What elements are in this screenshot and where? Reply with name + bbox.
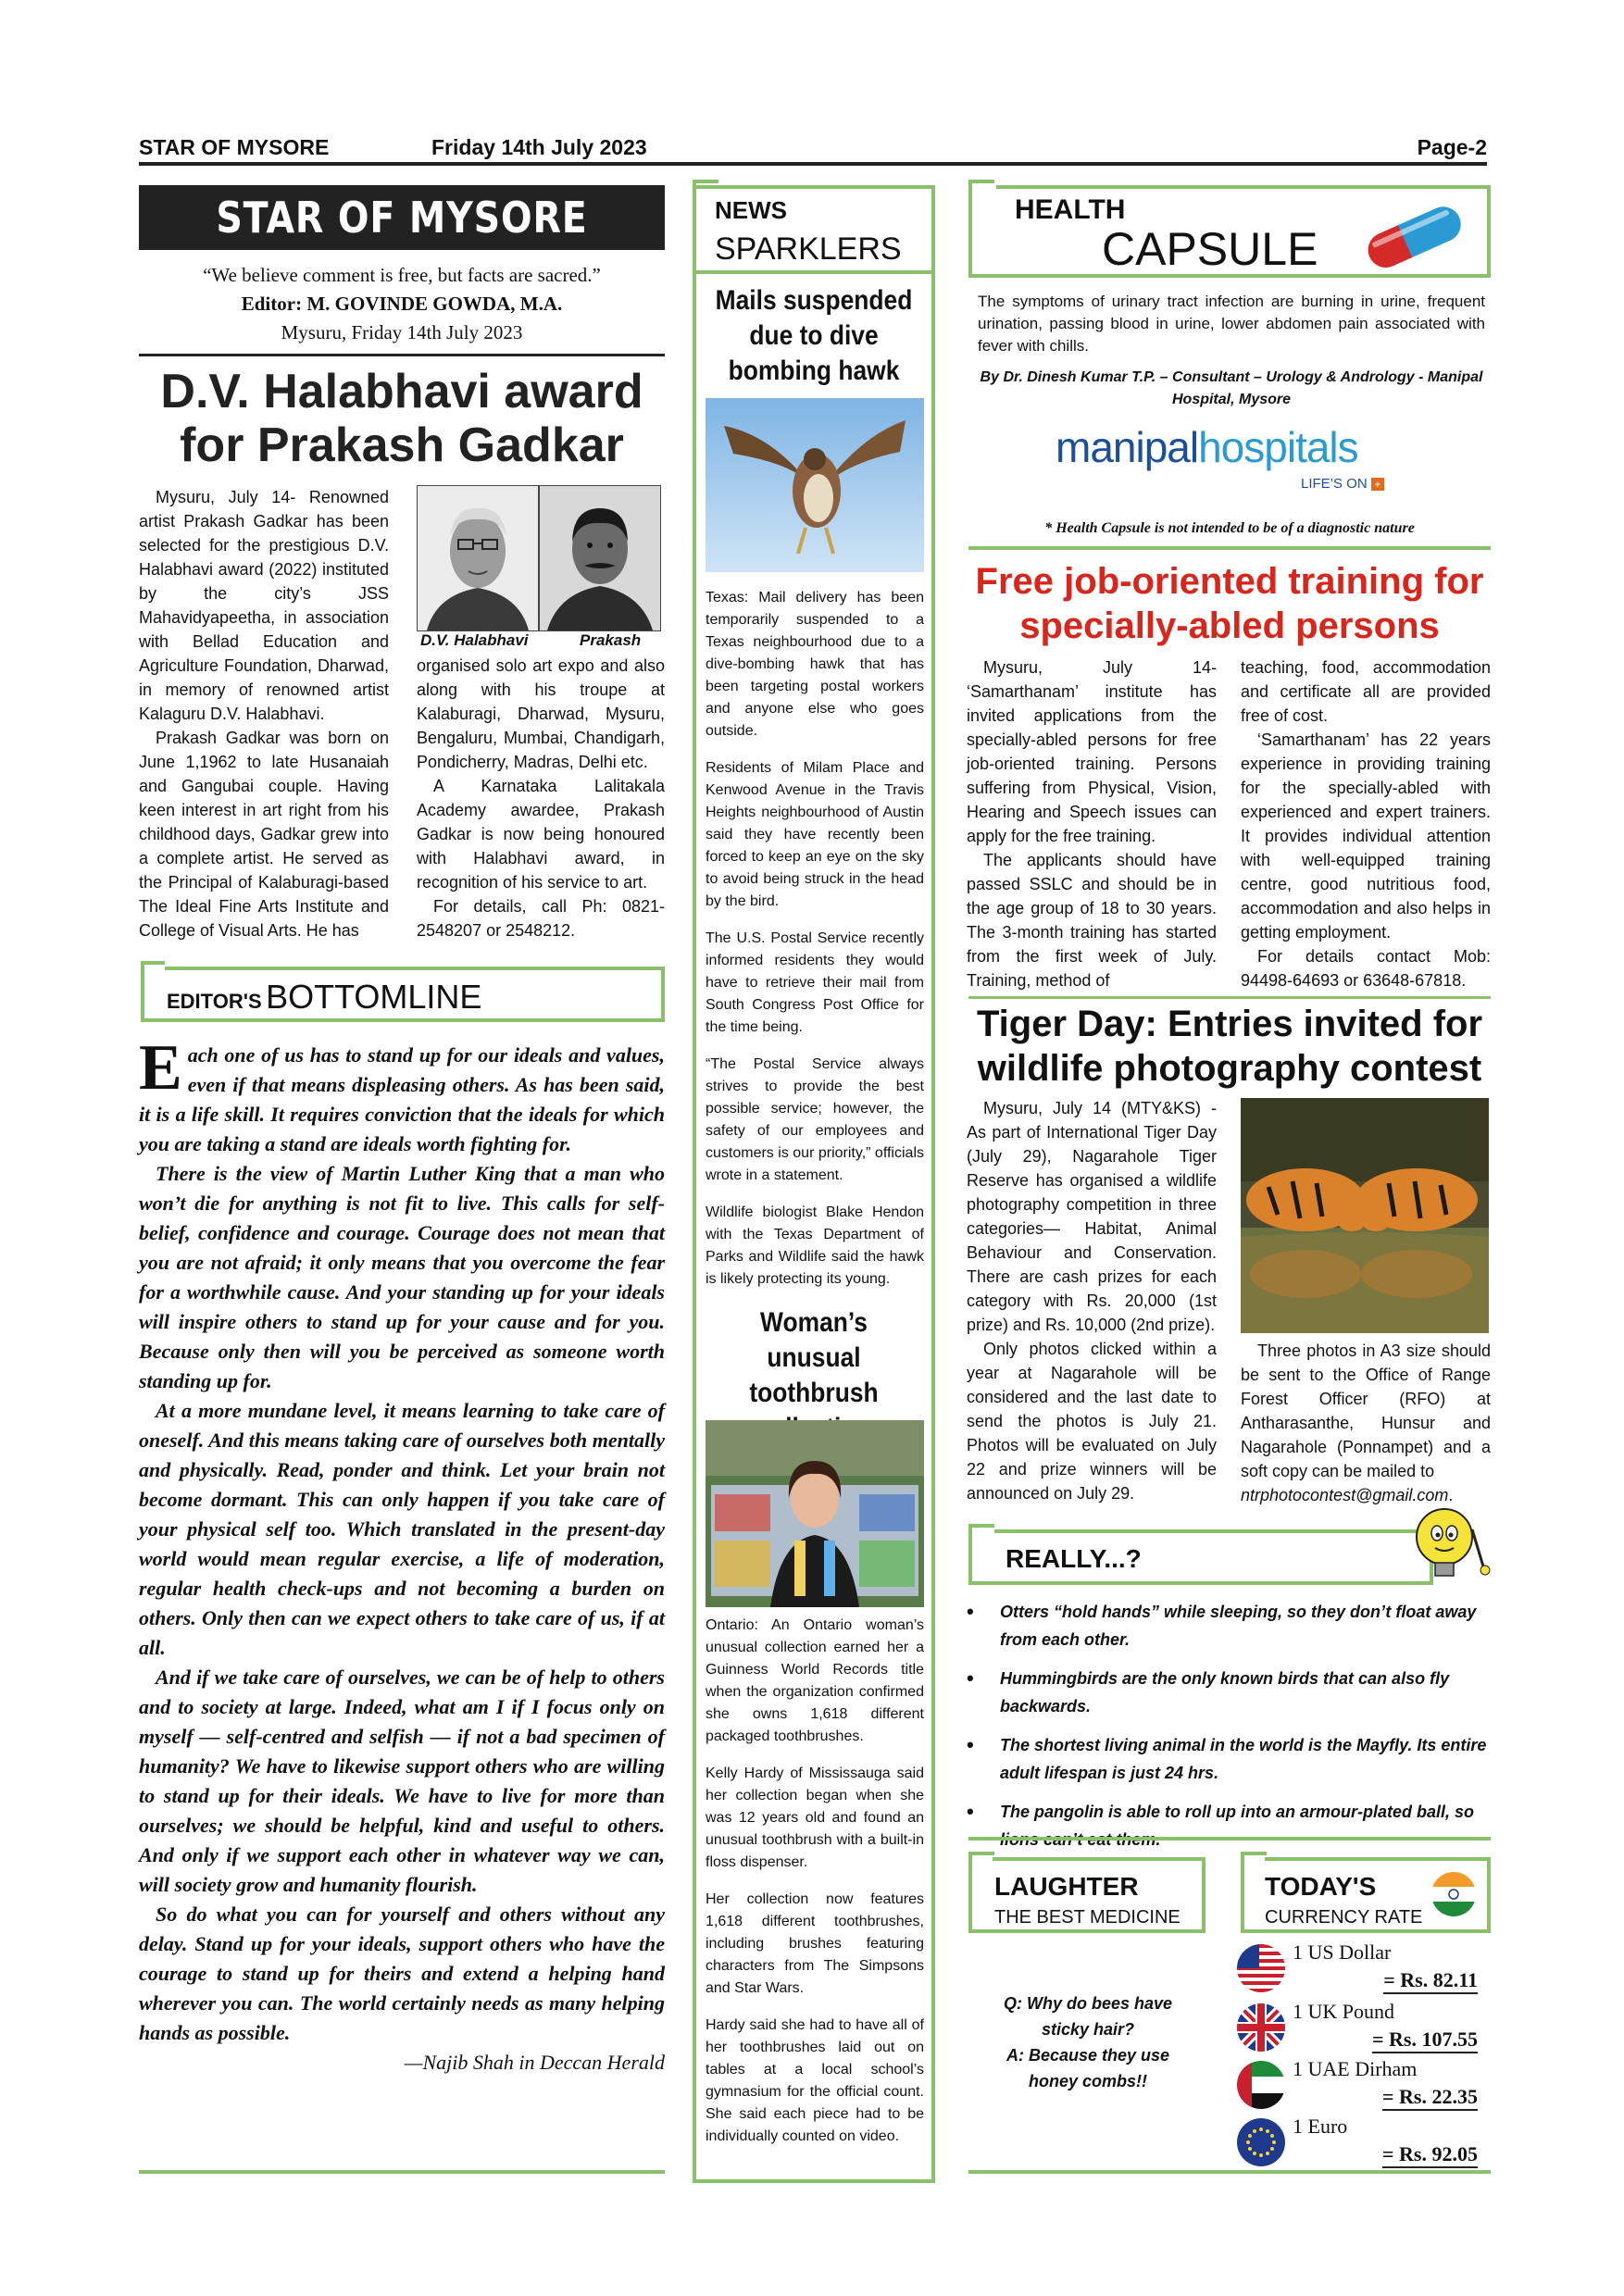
currency-label-a: TODAY'S <box>1265 1872 1377 1901</box>
laughter-answer: A: Because they use honey combs!! <box>1006 2046 1170 2090</box>
hawk-p4: “The Postal Service always strives to provide the best possible service; however, the safety of our employees and customers is our priority,” officials wrote in a statement. <box>706 1056 924 1183</box>
caption-prakash: Prakash <box>580 631 642 649</box>
really-bottom-rule <box>968 1837 1491 1841</box>
laughter-label-a: LAUGHTER <box>994 1872 1139 1901</box>
currency-row-eur <box>1237 2115 1478 2177</box>
toothbrush-p2: Kelly Hardy of Mississauga said her collection began when she was 12 years old and found an unusual toothbrush with a built-in floss dispenser. <box>706 1766 924 1870</box>
plus-icon: + <box>1371 478 1384 491</box>
portrait-halabhavi-image <box>418 486 538 630</box>
toothbrush-p1: Ontario: An Ontario woman’s unusual collection earned her a Guinness World Records title when the organization confirmed she owns 1,618 different packaged toothbrushes. <box>706 1617 924 1744</box>
corner-arrow-icon <box>965 1518 1002 1555</box>
award-body-right <box>417 654 665 942</box>
portrait-prakash-image <box>540 486 660 630</box>
editor-p4: And if we take care of ourselves, we can be of help to others and to society at large. Indeed, what am I if I focus only on myself — self-centred and selfish — if not a bad specimen of humanity? We have to likewise support others who are willing to stand up for their ideals. We have to live for more than ourselves; we should be helpful, kind and useful to others. And only if we support each other in whatever way we can, will society grow and humanity flourish. <box>139 1666 665 1896</box>
lightbulb-icon <box>1407 1502 1491 1591</box>
editor-label-a: EDITOR'S <box>167 990 262 1013</box>
health-text: The symptoms of urinary tract infection are burning in urine, frequent urination, passing blood in urine, lower abdomen pain associated with fever with chills. <box>978 293 1485 355</box>
award-headline: D.V. Halabhavi award for Prakash Gadkar <box>160 365 643 472</box>
currency-value: = Rs. 22.35 <box>1382 2085 1478 2111</box>
health-label-a: HEALTH <box>1015 194 1126 225</box>
manipal-tagline <box>1301 476 1384 492</box>
currency-name: 1 US Dollar <box>1293 1940 1392 1964</box>
masthead-banner <box>139 185 665 250</box>
hawk-p5: Wildlife biologist Blake Hendon with the Texas Department of Parks and Wildlife said the hawk is likely protecting its young. <box>706 1204 924 1287</box>
corner-arrow-icon <box>137 957 170 991</box>
editor-p3: At a more mundane level, it means learning to take care of oneself. And this means taking care of ourselves both mentally and physically. Read, ponder and think. Let your brain not become dormant. This can only happen if you take care of your physical self too. Which translated in the present-day world would mean regular exercise, a life of moderation, regular health check-ups and not becoming a burden on others. Only then can we expect others to take care of us, if at all. <box>139 1399 665 1659</box>
really-list <box>963 1598 1491 1865</box>
tiger-p3: Three photos in A3 size should be sent to the Office of Range Forest Officer (RFO) at Antharasanthe, Hunsur and Nagarahole (Ponnampet) and a soft copy can be mailed to <box>1241 1341 1491 1480</box>
tigers-drinking-image <box>1241 1098 1489 1333</box>
toothbrush-headline: Woman’s unusual toothbrush <box>749 1307 879 1408</box>
editor-p2: There is the view of Martin Luther King that a man who won’t die for anything is not fit to live. This calls for self-belief, confidence and courage. Courage does not mean that you are not afraid; it only means that you overcome the fear for a worthwhile cause. And your standing up for your ideals will inspire others to stand up for your cause and for you. Because only then will you be perceived as someone worth standing up for. <box>139 1162 665 1392</box>
hawk-body <box>706 587 924 1305</box>
currency-name: 1 Euro <box>1293 2115 1348 2138</box>
masthead-dateline: Mysuru, Friday 14th July 2023 <box>281 321 523 343</box>
award-para1: Mysuru, July 14- Renowned artist Prakash Gadkar has been selected for the prestigious D.V. Halabhavi award (2022) instituted by the city’s JSS Mahavidyapeetha, in association with Bellad Education and Agriculture Foundation, Dharwad, in memory of renowned artist Kalaguru D.V. Halabhavi. <box>139 488 389 723</box>
manipal-tag-text: LIFE’S ON <box>1301 476 1368 492</box>
toothbrush-photo <box>706 1420 924 1607</box>
training-p5: For details contact Mob: 94498-64693 or 63648-67818. <box>1241 947 1491 990</box>
tiger-headline: Tiger Day: Entries invited for wildlife photography contest <box>976 1004 1483 1089</box>
header-page-number: Page-2 <box>1417 135 1487 159</box>
toothbrush-p4: Hardy said she had to have all of her toothbrushes laid out on tables at a local school’s gymnasium for the official count. She said each piece had to be individually counted on video. <box>706 2017 924 2144</box>
health-byline: By Dr. Dinesh Kumar T.P. – Consultant – Urology & Andrology - Manipal Hospital, Mysore <box>980 369 1483 407</box>
tiger-body-right <box>1241 1339 1491 1507</box>
really-item: • Hummingbirds are the only known birds that can also fly backwards. <box>963 1665 1491 1720</box>
toothbrush-p3: Her collection now features 1,618 different toothbrushes, including brushes featuring characters from The Simpsons and Star Wars. <box>706 1891 924 1996</box>
laughter-box <box>968 1857 1206 1933</box>
training-bottom-rule <box>968 996 1491 999</box>
manipal-logo <box>1056 422 1426 492</box>
manipal-logo-a: manipal <box>1056 423 1199 471</box>
editor-label-b: BOTTOMLINE <box>266 978 482 1016</box>
currency-name: 1 UK Pound <box>1293 2000 1395 2023</box>
uk-flag-icon <box>1237 2003 1285 2052</box>
masthead-divider <box>139 354 665 356</box>
really-item: • The pangolin is able to roll up into an armour-plated ball, so <box>963 1798 1491 1853</box>
news-sparklers-header <box>693 185 935 274</box>
award-para3: organised solo art expo and also along with his troupe at Kalaburagi, Dharwad, Mysuru, Bengaluru, Mumbai, Chandigarh, Pondicherry, Madras, Delhi etc. <box>417 656 665 771</box>
hawk-photo <box>706 398 924 572</box>
masthead-title: STAR OF MYSORE <box>216 193 588 243</box>
corner-arrow-icon <box>689 174 726 211</box>
training-p1: Mysuru, July 14- ‘Samarthanam’ institute has invited applications from the specially-abled persons for free job-oriented training. Persons suffering from Physical, Vision, Hearing and Speech issues can apply for the free training. <box>967 658 1217 845</box>
left-bottom-rule <box>139 2170 665 2174</box>
uae-flag-icon <box>1237 2061 1285 2109</box>
photo-halabhavi <box>417 485 539 631</box>
tiger-email-end: . <box>1448 1486 1454 1504</box>
editor-credit: —Najib Shah in Deccan Herald <box>404 2051 665 2074</box>
right-bottom-rule <box>968 2170 1491 2174</box>
caption-halabhavi: D.V. Halabhavi <box>420 631 529 649</box>
hawk-p3: The U.S. Postal Service recently informed residents they would have to retrieve their mail from South Congress Post Office for the time being. <box>706 930 924 1035</box>
editor-bottomline-body <box>139 1032 665 2078</box>
photo-prakash <box>539 485 661 631</box>
tiger-p1: Mysuru, July 14 (MTY&KS) - As part of International Tiger Day (July 29), Nagarahole Tiger Reserve has organised a wildlife photography competition in three categories— Habitat, Animal Behaviour and Conservation. There are cash prizes for each category with Rs. 20,000 (1st prize) and Rs. 10,000 (2nd prize). <box>967 1099 1217 1334</box>
health-bottom-rule <box>968 546 1491 550</box>
tiger-p2: Only photos clicked within a year at Nagarahole will be considered and the last date to send the photos is July 21. Photos will be evaluated on July 22 and prize winners will be announced on July 29. <box>967 1340 1217 1503</box>
india-flag-icon <box>1430 1870 1478 1918</box>
editor-bottomline-label <box>167 978 481 1017</box>
award-para2: Prakash Gadkar was born on June 1,1962 to late Husanaiah and Gangubai couple. Having keen interest in art right from his childhood days, Gadkar grew into a complete artist. He served as the Principal of Kalaburagi-based The Ideal Fine Arts Institute and College of Visual Arts. He has <box>139 729 389 940</box>
currency-value: = Rs. 107.55 <box>1372 2028 1478 2053</box>
laughter-question: Q: Why do bees have sticky hair? <box>1003 1994 1173 2039</box>
tiger-photo <box>1241 1098 1489 1333</box>
award-body-left <box>139 485 389 942</box>
masthead-editor: Editor: M. GOVINDE GOWDA, M.A. <box>241 293 563 315</box>
header-paper-name: STAR OF MYSORE <box>139 135 330 159</box>
corner-arrow-icon <box>965 1846 1002 1883</box>
award-para4: A Karnataka Lalitakala Academy awardee, Prakash Gadkar is now being honoured with Halabhavi award, in recognition of his service to art. <box>417 777 665 892</box>
really-item: • The shortest living animal in the world is the Mayfly. Its entire adult lifespan is just 24 hrs. <box>963 1731 1491 1787</box>
capsule-pill-icon <box>1352 196 1481 274</box>
training-p2: The applicants should have passed SSLC and should be in the age group of 18 to 30 years. The 3-month training has started from the first week of July. Training, method of <box>967 851 1217 990</box>
news-label-a: NEWS <box>715 196 787 224</box>
masthead-motto: “We believe comment is free, but facts are sacred.” <box>203 264 601 286</box>
really-item: • Otters “hold hands” while sleeping, so they don’t float away from each other. <box>963 1598 1491 1653</box>
health-disclaimer: * Health Capsule is not intended to be of a diagnostic nature <box>1044 520 1415 536</box>
eu-flag-icon <box>1237 2118 1285 2166</box>
masthead-info <box>139 261 665 347</box>
tiger-email: ntrphotocontest@gmail.com <box>1241 1486 1449 1504</box>
hawk-headline: Mails suspended due to dive bombing hawk <box>715 285 913 386</box>
corner-arrow-icon <box>965 174 1002 211</box>
really-label: REALLY...? <box>1006 1544 1142 1573</box>
training-p4: ‘Samarthanam’ has 22 years experience in providing training for the specially-abled with experienced and expert trainers. It provides individual attention with well-equipped training centre, good nutritious food, accommodation and also helps in getting employment. <box>1241 730 1491 942</box>
laughter-joke <box>991 1990 1185 2094</box>
currency-value: = Rs. 92.05 <box>1382 2142 1478 2168</box>
health-label-b: CAPSULE <box>1102 223 1318 275</box>
laughter-label-b: THE BEST MEDICINE <box>994 1907 1181 1928</box>
training-body-left <box>967 655 1217 992</box>
editor-bottomline-box <box>141 967 665 1022</box>
header-date: Friday 14th July 2023 <box>431 135 647 159</box>
award-para5: For details, call Ph: 0821-2548207 or 2548212. <box>417 897 665 940</box>
health-capsule-box <box>968 185 1491 278</box>
hawk-image <box>706 398 924 572</box>
currency-row-usd <box>1237 1940 1478 2003</box>
toothbrush-collector-image <box>706 1420 924 1607</box>
manipal-logo-b: hospitals <box>1198 423 1358 471</box>
hawk-p2: Residents of Milam Place and Kenwood Avenue in the Travis Heights neighbourhood of Austin said they have recently been forced to keep an eye on the sky to avoid being struck in the head by the bird. <box>706 760 924 909</box>
editor-p5: So do what you can for yourself and others without any delay. Stand up for your ideals, support others who have the courage to stand up for theirs and extend a helping hand wherever you can. The world certainly needs as many helping hands as possible. <box>139 1903 665 2044</box>
really-box <box>968 1529 1433 1585</box>
tiger-body-left <box>967 1096 1217 1505</box>
editor-p1: ach one of us has to stand up for our ideals and values, even if that means displeasing others. As has been said, it is a life skill. It requires conviction that the ideals for which you are taking a stand are ideals worth fighting for. <box>139 1043 665 1155</box>
training-p3: teaching, food, accommodation and certificate all are provided free of cost. <box>1241 658 1491 725</box>
currency-label-b: CURRENCY RATE <box>1265 1907 1423 1928</box>
editor-dropcap: E <box>139 1032 182 1104</box>
currency-box <box>1241 1857 1491 1933</box>
hawk-p1: Texas: Mail delivery has been temporarily suspended to a Texas neighbourhood due to a dive-bombing hawk that has been targeting postal workers and anyone else who goes outside. <box>706 590 924 739</box>
header-rule <box>139 162 1487 166</box>
currency-row-aed <box>1237 2057 1478 2120</box>
currency-row-gbp <box>1237 2000 1478 2063</box>
currency-value: = Rs. 82.11 <box>1383 1968 1478 1994</box>
us-flag-icon <box>1237 1944 1285 1992</box>
toothbrush-body <box>706 1615 924 2163</box>
currency-name: 1 UAE Dirham <box>1293 2057 1418 2080</box>
news-label-b: SPARKLERS <box>715 231 902 267</box>
training-body-right <box>1241 655 1491 992</box>
training-headline: Free job-oriented training for specially-abled persons <box>975 561 1484 646</box>
corner-arrow-icon <box>1237 1846 1274 1883</box>
